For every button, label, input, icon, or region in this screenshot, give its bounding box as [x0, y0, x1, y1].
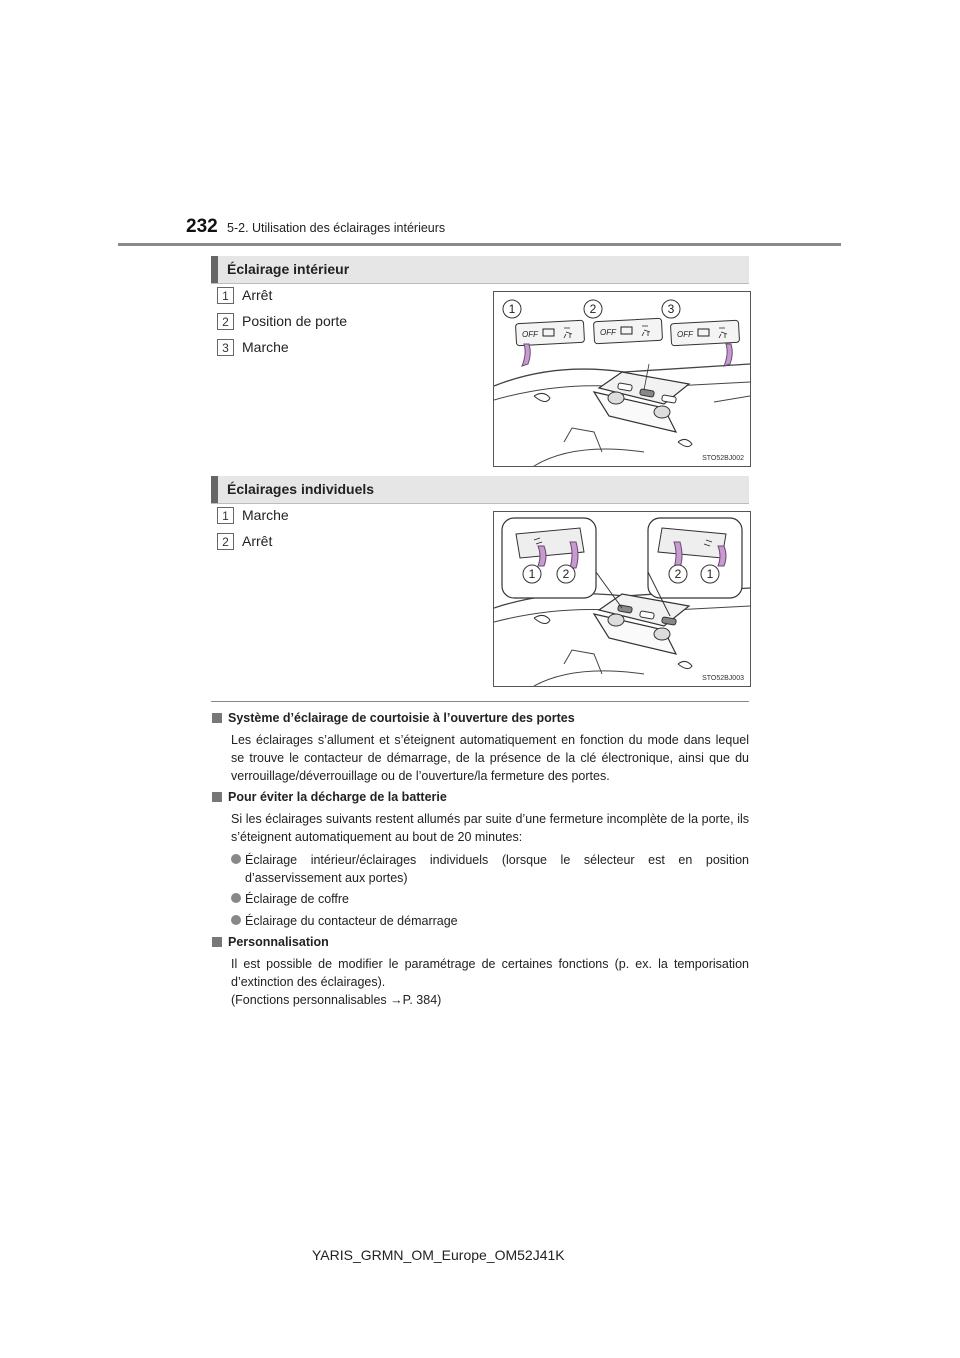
- individual-lights-drawing: [494, 512, 750, 686]
- number-icon: [217, 313, 234, 330]
- section-title: Éclairage intérieur: [227, 261, 350, 277]
- svg-text:3: 3: [222, 341, 229, 355]
- number-icon: [217, 287, 234, 304]
- section-title: Éclairages individuels: [227, 481, 375, 497]
- chapter-title: 5-2. Utilisation des éclairages intérieurs: [227, 221, 446, 235]
- bullet-item: Éclairage intérieur/éclairages individuels (lorsque le sélecteur est en position d’asservissement aux portes): [231, 851, 749, 887]
- section-heading-individual-lights: [211, 476, 749, 504]
- item-label: Marche: [242, 339, 289, 355]
- bullet-item: Éclairage de coffre: [231, 890, 749, 908]
- svg-text:1: 1: [222, 289, 229, 303]
- item-label: Arrêt: [242, 287, 273, 303]
- item-label: Marche: [242, 507, 289, 523]
- note-body: Les éclairages s’allument et s’éteignent automatiquement en fonction du mode dans lequel se trouve le contacteur de démarrage, de la présence de la clé électronique, ainsi que du verrouillage/déverrouillage ou de l’ouverture/la fermeture des portes.: [231, 733, 749, 783]
- square-bullet-icon: [212, 792, 222, 802]
- svg-text:1: 1: [706, 567, 714, 581]
- number-icon: [217, 507, 234, 524]
- svg-text:OFF: OFF: [677, 330, 693, 339]
- square-bullet-icon: [212, 937, 222, 947]
- svg-text:2: 2: [589, 302, 597, 316]
- note-heading: Personnalisation: [212, 935, 329, 949]
- illustration-code: STO52BJ002: [702, 455, 744, 462]
- svg-text:1: 1: [508, 302, 516, 316]
- svg-text:2: 2: [562, 567, 570, 581]
- note-line: Il est possible de modifier le paramétrage de certaines fonctions (p. ex. la temporisation d’extinction des éclairages).: [231, 957, 749, 989]
- note-heading: Pour éviter la décharge de la batterie: [212, 790, 447, 804]
- svg-text:2: 2: [674, 567, 682, 581]
- heading-bar: [211, 476, 218, 503]
- svg-text:1: 1: [528, 567, 536, 581]
- svg-text:2: 2: [222, 315, 229, 329]
- note-heading: Système d’éclairage de courtoisie à l’ouverture des portes: [212, 711, 575, 725]
- svg-text:3: 3: [667, 302, 675, 316]
- notes-divider: [211, 701, 749, 702]
- header-rule: [118, 243, 841, 246]
- svg-text:OFF: OFF: [522, 330, 538, 339]
- cross-reference-link[interactable]: (Fonctions personnalisables →P. 384): [231, 993, 442, 1007]
- interior-light-drawing: [494, 292, 750, 466]
- circle-bullet-icon: [231, 915, 241, 925]
- number-icon: [217, 533, 234, 550]
- interior-light-illustration: [493, 291, 751, 467]
- svg-text:OFF: OFF: [600, 328, 616, 337]
- circle-bullet-icon: [231, 854, 241, 864]
- note-body: [231, 955, 749, 1009]
- page-number: 232: [186, 216, 218, 237]
- square-bullet-icon: [212, 713, 222, 723]
- circle-bullet-icon: [231, 893, 241, 903]
- bullet-item: Éclairage du contacteur de démarrage: [231, 912, 749, 930]
- item-label: Position de porte: [242, 313, 348, 329]
- item-label: Arrêt: [242, 533, 273, 549]
- heading-bar: [211, 256, 218, 283]
- note-body: Si les éclairages suivants restent allumés par suite d’une fermeture incomplète de la porte, ils s’éteignent automatiquement au bout de 20 minutes:: [231, 812, 749, 844]
- svg-text:2: 2: [222, 535, 229, 549]
- section-heading-interior-light: [211, 256, 749, 284]
- document-id: YARIS_GRMN_OM_Europe_OM52J41K: [312, 1247, 565, 1263]
- illustration-code: STO52BJ003: [702, 675, 744, 682]
- svg-text:1: 1: [222, 509, 229, 523]
- number-icon: [217, 339, 234, 356]
- individual-lights-illustration: [493, 511, 751, 687]
